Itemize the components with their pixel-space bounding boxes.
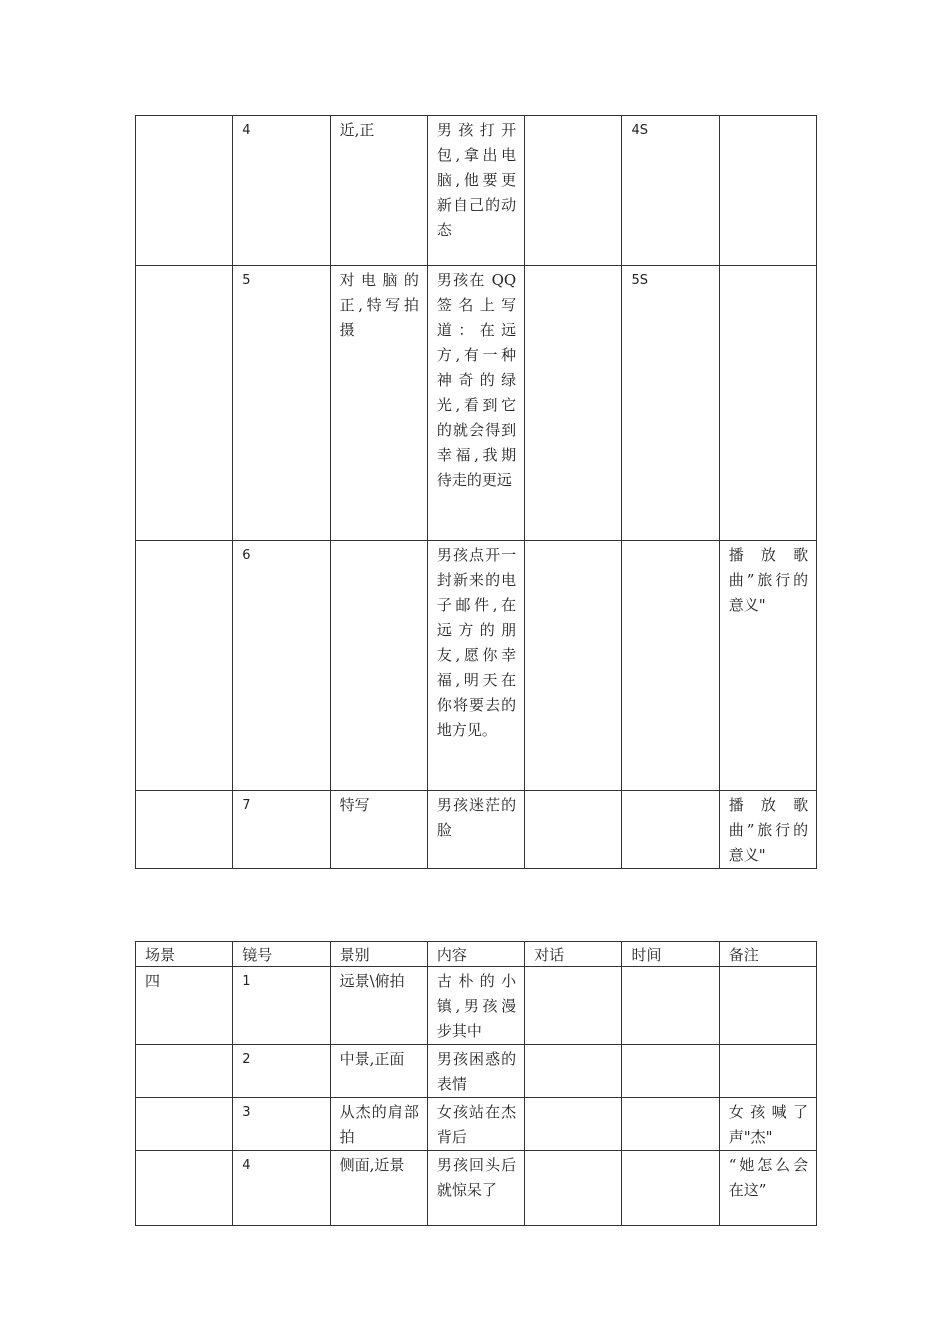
dialog-cell [525,1098,622,1151]
time-cell [622,1151,719,1226]
note-cell [719,266,816,541]
scene-cell [136,1098,233,1151]
note-cell: 女孩喊了声"杰" [719,1098,816,1151]
header-scene: 场景 [136,942,233,967]
framing-cell: 特写 [330,791,427,869]
content-cell: 男孩困惑的表情 [427,1045,524,1098]
table-row [136,541,817,791]
dialog-cell [525,541,622,791]
content-cell: 女孩站在杰背后 [427,1098,524,1151]
framing-cell: 远景\俯拍 [330,967,427,1045]
dialog-cell [525,116,622,266]
scene-cell [136,116,233,266]
note-cell [719,967,816,1045]
header-time: 时间 [622,942,719,967]
note-cell [719,116,816,266]
table-row [136,1151,817,1226]
table-row [136,967,817,1045]
framing-cell: 从杰的肩部拍 [330,1098,427,1151]
time-cell [622,791,719,869]
note-cell: “她怎么会在这” [719,1151,816,1226]
scene-cell [136,266,233,541]
shot-number-cell: 7 [233,791,330,869]
dialog-cell [525,1045,622,1098]
shot-number-cell: 6 [233,541,330,791]
shot-number-cell: 1 [233,967,330,1045]
dialog-cell [525,967,622,1045]
note-cell [719,1045,816,1098]
content-cell: 男孩在 QQ 签名上写道：在远方,有一种神奇的绿光,看到它的就会得到幸福,我期待走的更远 [427,266,524,541]
framing-cell [330,541,427,791]
shot-number-cell: 4 [233,116,330,266]
shot-number-cell: 4 [233,1151,330,1226]
note-cell: 播放歌曲”旅行的意义" [719,541,816,791]
framing-cell: 中景,正面 [330,1045,427,1098]
time-cell [622,541,719,791]
dialog-cell [525,266,622,541]
storyboard-table-continued [135,115,817,869]
time-cell [622,1098,719,1151]
note-cell: 播放歌曲”旅行的意义" [719,791,816,869]
table-row [136,116,817,266]
table-row [136,791,817,869]
header-framing: 景别 [330,942,427,967]
shot-number-cell: 2 [233,1045,330,1098]
header-dialog: 对话 [525,942,622,967]
table-row [136,1098,817,1151]
shot-number-cell: 3 [233,1098,330,1151]
table-row [136,266,817,541]
time-cell: 5S [622,266,719,541]
scene-cell [136,1151,233,1226]
storyboard-table-scene-4 [135,941,817,1226]
dialog-cell [525,1151,622,1226]
content-cell: 男孩回头后就惊呆了 [427,1151,524,1226]
time-cell [622,967,719,1045]
time-cell: 4S [622,116,719,266]
scene-cell [136,541,233,791]
header-note: 备注 [719,942,816,967]
table-row [136,1045,817,1098]
scene-cell [136,1045,233,1098]
header-row [136,942,817,967]
framing-cell: 侧面,近景 [330,1151,427,1226]
dialog-cell [525,791,622,869]
scene-cell: 四 [136,967,233,1045]
content-cell: 男孩迷茫的脸 [427,791,524,869]
content-cell: 男孩点开一封新来的电子邮件,在远方的朋友,愿你幸福,明天在你将要去的地方见。 [427,541,524,791]
framing-cell: 近,正 [330,116,427,266]
header-shot: 镜号 [233,942,330,967]
content-cell: 男孩打开包,拿出电脑,他要更新自己的动态 [427,116,524,266]
scene-cell [136,791,233,869]
header-content: 内容 [427,942,524,967]
framing-cell: 对电脑的正,特写拍摄 [330,266,427,541]
time-cell [622,1045,719,1098]
shot-number-cell: 5 [233,266,330,541]
content-cell: 古朴的小镇,男孩漫步其中 [427,967,524,1045]
